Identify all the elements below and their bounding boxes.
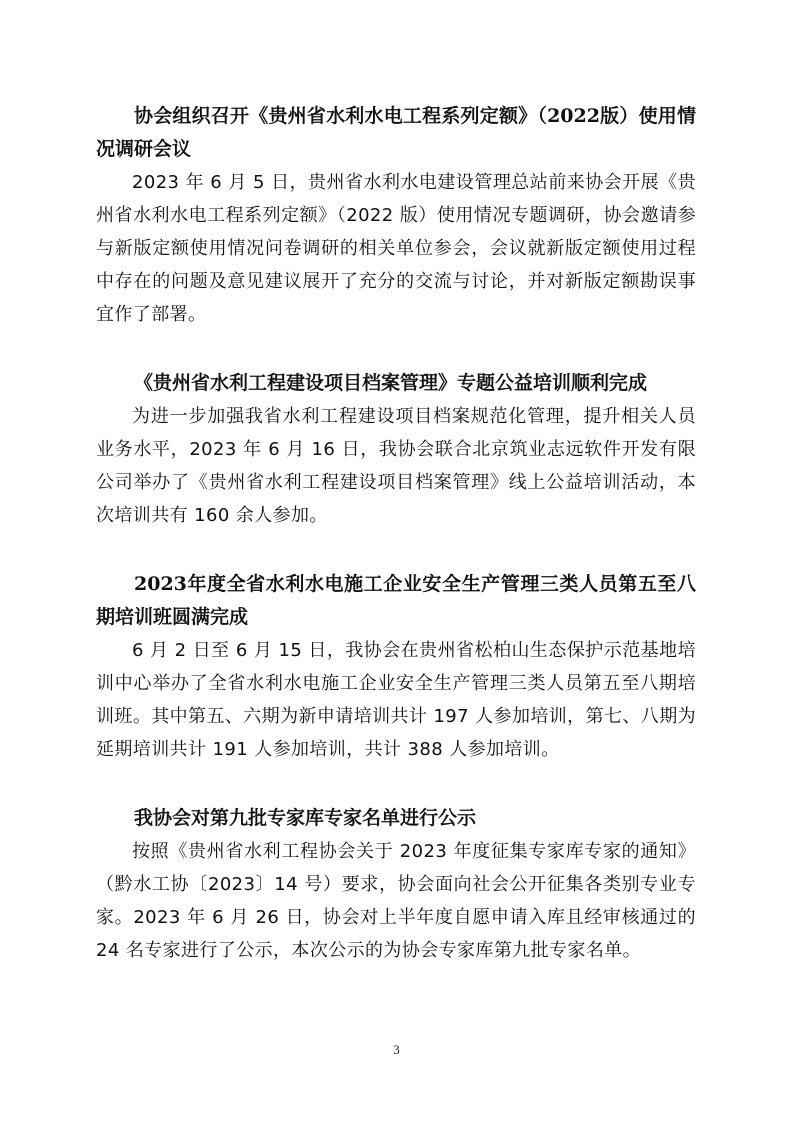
section-title: 《贵州省水利工程建设项目档案管理》专题公益培训顺利完成: [134, 372, 648, 394]
section-body: 2023 年 6 月 5 日，贵州省水利水电建设管理总站前来协会开展《贵州省水利水电工程系列定额》（2022 版）使用情况专题调研，协会邀请参与新版定额使用情况问卷调研的相关单位参会，会议就新版定额使用过程中存在的问题及意见建议展开了充分的交流与讨论，并对新版定额勘误事宜作了部署。: [96, 172, 696, 325]
news-section-4: [96, 802, 696, 967]
news-section-2: [96, 367, 696, 532]
news-section-1: [96, 100, 696, 331]
section-body: 按照《贵州省水利工程协会关于 2023 年度征集专家库专家的通知》（黔水工协〔2023〕14 号）要求，协会面向社会公开征集各类别专业专家。2023 年 6 月 26 日，协会对上半年度自愿申请入库且经审核通过的 24 名专家进行了公示，本次公示的为协会专家库第九批专家名单。: [96, 841, 696, 961]
section-title: 协会组织召开《贵州省水利水电工程系列定额》（2022版）使用情况调研会议: [96, 105, 696, 160]
page-number: 3: [393, 1042, 400, 1057]
section-title: 我协会对第九批专家库专家名单进行公示: [134, 807, 477, 829]
section-body: 为进一步加强我省水利工程建设项目档案规范化管理，提升相关人员业务水平，2023 年 6 月 16 日，我协会联合北京筑业志远软件开发有限公司举办了《贵州省水利工程建设项目档案管理》线上公益培训活动，本次培训共有 160 余人参加。: [96, 406, 696, 526]
news-section-3: [96, 568, 696, 766]
document-page: [96, 100, 696, 967]
section-title: 2023年度全省水利水电施工企业安全生产管理三类人员第五至八期培训班圆满完成: [96, 573, 696, 628]
section-body: 6 月 2 日至 6 月 15 日，我协会在贵州省松柏山生态保护示范基地培训中心举办了全省水利水电施工企业安全生产管理三类人员第五至八期培训班。其中第五、六期为新申请培训共计 197 人参加培训，第七、八期为延期培训共计 191 人参加培训，共计 388 人参加培训。: [96, 640, 696, 760]
